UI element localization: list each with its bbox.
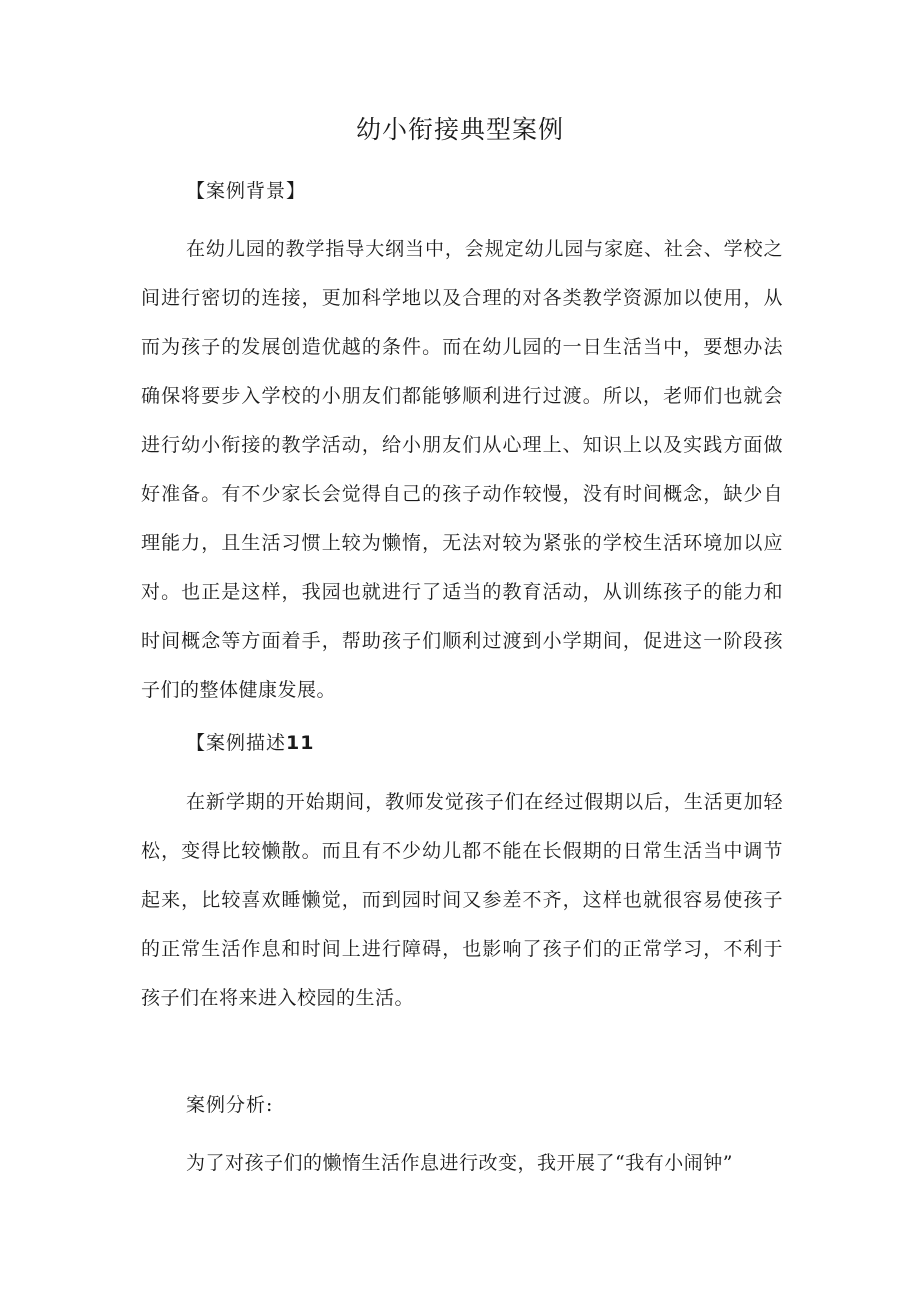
document-title: 幼小衔接典型案例 [355, 115, 564, 144]
section-heading-description-number: 11 [286, 732, 315, 754]
section-heading-description-text: 【案例描述 [186, 732, 287, 754]
section-heading-background: 【案例背景】 [186, 180, 307, 202]
section-heading-analysis: 案例分析: [186, 1094, 274, 1116]
paragraph-analysis: 为了对孩子们的懒惰生活作息进行改变，我开展了“我有小闹钟” [186, 1152, 733, 1174]
paragraph-description: 在新学期的开始期间，教师发觉孩子们在经过假期以后，生活更加轻松，变得比较懒散。而且有不少幼儿都不能在长假期的日常生活当中调节起来，比较喜欢睡懒觉，而到园时间又参差不齐，这样也就很容易使孩子的正常生活作息和时间上进行障碍，也影响了孩子们的正常学习，不利于孩子们在将来进入校园的生活。 [141, 791, 783, 1009]
section-heading-description [186, 728, 314, 758]
paragraph-background: 在幼儿园的教学指导大纲当中，会规定幼儿园与家庭、社会、学校之间进行密切的连接，更加科学地以及合理的对各类教学资源加以使用，从而为孩子的发展创造优越的条件。而在幼儿园的一日生活当中，要想办法确保将要步入学校的小朋友们都能够顺利进行过渡。所以，老师们也就会进行幼小衔接的教学活动，给小朋友们从心理上、知识上以及实践方面做好准备。有不少家长会觉得自己的孩子动作较慢，没有时间概念，缺少自理能力，且生活习惯上较为懒惰，无法对较为紧张的学校生活环境加以应对。也正是这样，我园也就进行了适当的教育活动，从训练孩子的能力和时间概念等方面着手，帮助孩子们顺利过渡到小学期间，促进这一阶段孩子们的整体健康发展。 [141, 238, 783, 701]
